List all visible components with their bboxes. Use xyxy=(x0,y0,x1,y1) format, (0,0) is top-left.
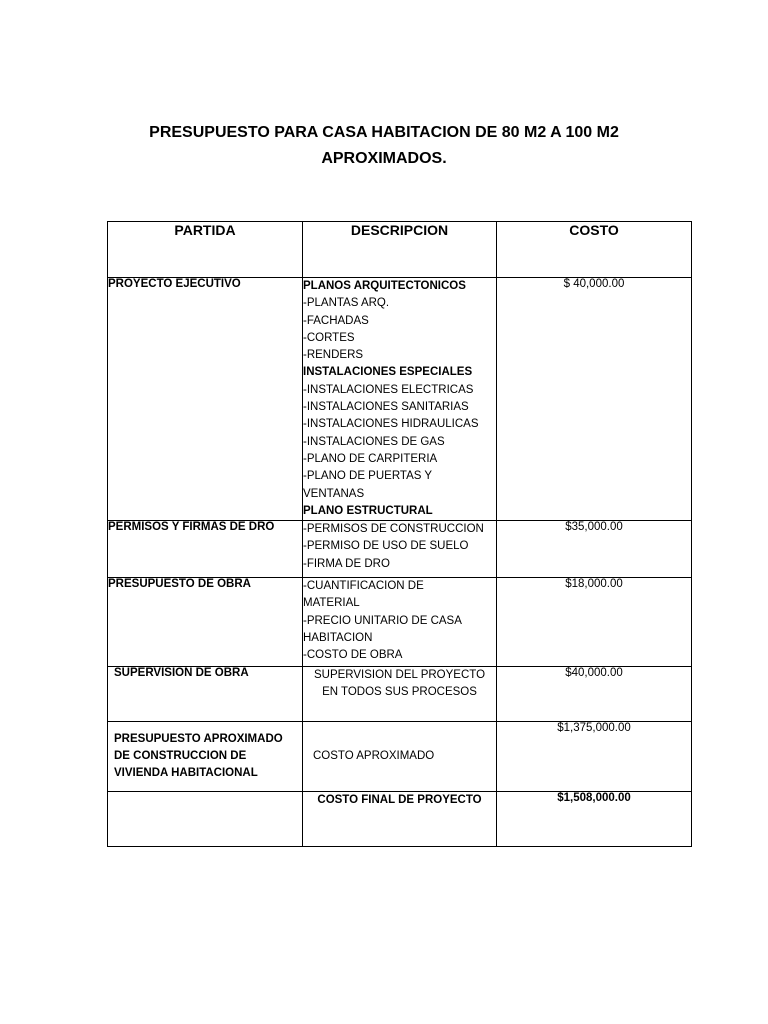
descripcion-cell xyxy=(303,667,497,722)
descripcion-line: -INSTALACIONES ELECTRICAS xyxy=(303,383,474,396)
costo-cell: $18,000.00 xyxy=(497,578,692,667)
descripcion-line: -CORTES xyxy=(303,331,355,344)
table-row xyxy=(108,578,692,667)
descripcion-line: -RENDERS xyxy=(303,349,364,362)
table-row xyxy=(108,521,692,578)
descripcion-line: -PERMISO DE USO DE SUELO xyxy=(303,540,469,553)
title-line-1: PRESUPUESTO PARA CASA HABITACION DE 80 M2 A 100 M2 xyxy=(149,124,619,141)
table-row xyxy=(108,667,692,722)
partida-cell xyxy=(108,722,303,792)
descripcion-line: -FIRMA DE DRO xyxy=(303,557,390,570)
descripcion-line: -PERMISOS DE CONSTRUCCION xyxy=(303,523,484,536)
descripcion-line: -CUANTIFICACION DE xyxy=(303,580,424,593)
descripcion-line: -PLANO DE CARPITERIA xyxy=(303,452,438,465)
descripcion-line: -FACHADAS xyxy=(303,314,369,327)
budget-table xyxy=(107,221,692,847)
descripcion-line: -PRECIO UNITARIO DE CASA xyxy=(303,614,462,627)
partida-cell: PERMISOS Y FIRMAS DE DRO xyxy=(108,521,303,578)
header-descripcion: DESCRIPCION xyxy=(303,222,497,278)
partida-cell: PROYECTO EJECUTIVO xyxy=(108,278,303,521)
descripcion-cell xyxy=(303,278,497,521)
header-partida: PARTIDA xyxy=(108,222,303,278)
descripcion-line: -INSTALACIONES SANITARIAS xyxy=(303,401,469,414)
descripcion-line: -INSTALACIONES HIDRAULICAS xyxy=(303,418,479,431)
partida-cell: PRESUPUESTO DE OBRA xyxy=(108,578,303,667)
table-row xyxy=(108,278,692,521)
partida-cell xyxy=(108,792,303,847)
descripcion-line: EN TODOS SUS PROCESOS xyxy=(322,686,477,699)
descripcion-cell xyxy=(303,578,497,667)
costo-cell: $35,000.00 xyxy=(497,521,692,578)
partida-cell: SUPERVISION DE OBRA xyxy=(108,667,303,722)
table-header-row xyxy=(108,222,692,278)
descripcion-line: -PLANO DE PUERTAS Y xyxy=(303,470,433,483)
costo-cell: $ 40,000.00 xyxy=(497,278,692,521)
descripcion-line: MATERIAL xyxy=(303,597,360,610)
partida-line: DE CONSTRUCCION DE xyxy=(114,750,247,763)
costo-cell: $1,375,000.00 xyxy=(497,722,692,792)
descripcion-line: VENTANAS xyxy=(303,487,365,500)
table-row xyxy=(108,722,692,792)
header-costo: COSTO xyxy=(497,222,692,278)
descripcion-line: -PLANTAS ARQ. xyxy=(303,297,390,310)
descripcion-line: SUPERVISION DEL PROYECTO xyxy=(313,669,486,682)
descripcion-line: -COSTO DE OBRA xyxy=(303,649,403,662)
descripcion-line: HABITACION xyxy=(303,632,373,645)
partida-line: PRESUPUESTO APROXIMADO xyxy=(114,733,283,746)
descripcion-line: -INSTALACIONES DE GAS xyxy=(303,435,445,448)
descripcion-cell: COSTO FINAL DE PROYECTO xyxy=(303,792,497,847)
descripcion-line: INSTALACIONES ESPECIALES xyxy=(303,366,473,379)
costo-cell: $1,508,000.00 xyxy=(497,792,692,847)
descripcion-cell: COSTO APROXIMADO xyxy=(303,722,497,792)
costo-cell: $40,000.00 xyxy=(497,667,692,722)
descripcion-cell xyxy=(303,521,497,578)
descripcion-line: PLANOS ARQUITECTONICOS xyxy=(303,280,466,292)
partida-line: VIVIENDA HABITACIONAL xyxy=(114,767,258,780)
document-title xyxy=(0,120,768,172)
table-row xyxy=(108,792,692,847)
descripcion-line: PLANO ESTRUCTURAL xyxy=(303,504,433,517)
title-line-2: APROXIMADOS. xyxy=(321,150,447,167)
